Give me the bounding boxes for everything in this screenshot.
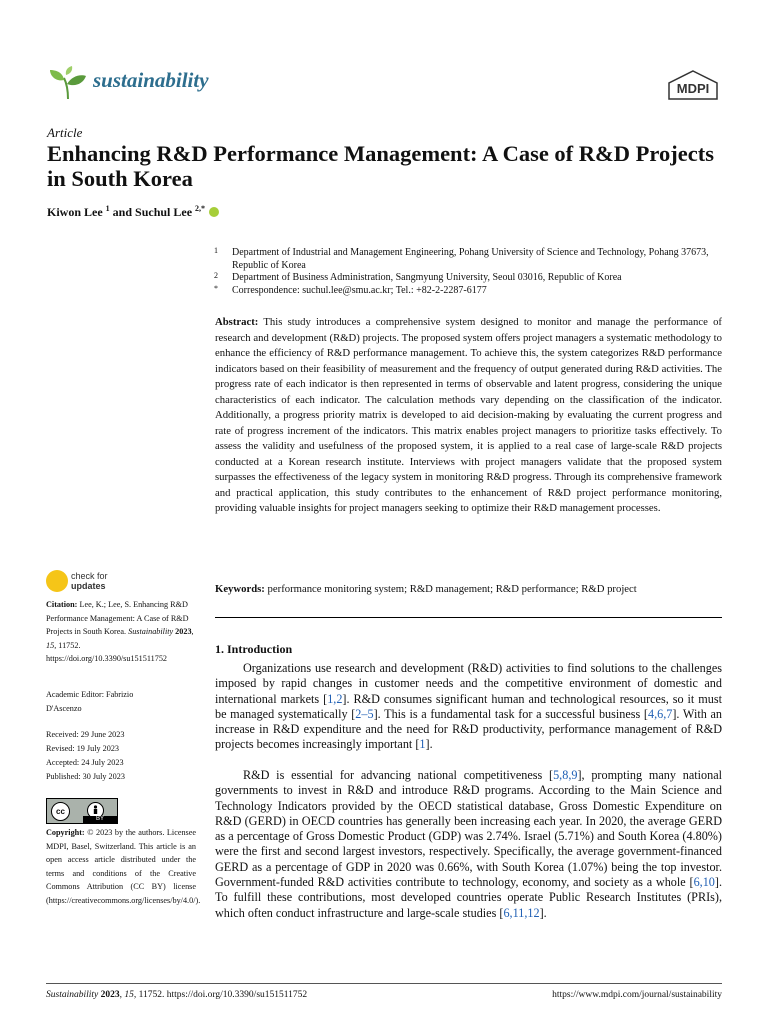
- keywords-label: Keywords:: [215, 583, 265, 595]
- mdpi-logo[interactable]: [667, 70, 719, 100]
- affiliation-mark: *: [214, 284, 218, 293]
- footer-divider: [46, 983, 722, 984]
- check-for-updates-icon: [46, 570, 68, 592]
- section-heading: 1. Introduction: [215, 642, 293, 656]
- affiliation-1: [214, 247, 724, 272]
- copyright-label: Copyright:: [46, 828, 85, 837]
- footer-volume: 15: [124, 990, 134, 1000]
- paragraph-text: ], prompting many national governments to invest in R&D and introduce R&D programs. According to the Main Science and Technology Indicators provided by the OECD statistical database, Gross Domestic Expenditure on R&D (GERD) in OECD countries has generally been increasing each year. In 2020, the average GERD as a percentage of Gross Domestic Product (GDP) was 2.74%. Israel (5.71%) and South Korea (4.80%) were the first and second largest investors, respectively. Specifically, the average government-financed GERD as a percentage of GDP in 2020 was 0.66%, with South Korea (1.07%) being the top investor. Government-funded R&D activities contribute to technology, economy, and society as a whole [: [215, 768, 722, 890]
- citation-year: 2023: [175, 627, 192, 636]
- keywords-text: performance monitoring system; R&D management; R&D performance; R&D project: [267, 583, 637, 595]
- paper-title: Enhancing R&D Performance Management: A Case of R&D Projects in South Korea: [47, 141, 714, 191]
- paragraph-1: [215, 661, 722, 753]
- citation-text: Lee, K.; Lee, S. Enhancing R&D Performance Management: A Case of R&D Projects in South Korea.: [46, 600, 189, 636]
- abstract-label: Abstract:: [215, 316, 259, 328]
- check-for-updates-line1: check for: [71, 571, 108, 581]
- citation-doi[interactable]: , 11752. https://doi.org/10.3390/su151511752: [46, 640, 168, 663]
- footer-year: 2023: [100, 990, 120, 1000]
- footer-doi[interactable]: , 11752. https://doi.org/10.3390/su151511752: [133, 990, 308, 1000]
- accepted-date: Accepted: 24 July 2023: [46, 758, 124, 767]
- affiliation-mark: 1: [105, 204, 110, 213]
- paragraph-text: R&D is essential for advancing national competitiveness [: [243, 768, 554, 782]
- citation-link[interactable]: 4,6,7: [648, 706, 673, 721]
- check-for-updates-button[interactable]: [46, 570, 166, 594]
- footer-citation: Sustainability 2023, 15, 11752. https://doi.org/10.3390/su151511752: [46, 990, 308, 1000]
- citation-label: Citation:: [46, 600, 78, 609]
- mdpi-logo-text: MDPI: [676, 81, 710, 96]
- footer-journal-url[interactable]: https://www.mdpi.com/journal/sustainability: [552, 990, 722, 1000]
- citation-link[interactable]: 6,10: [693, 875, 715, 890]
- citation-link[interactable]: 1: [419, 737, 426, 752]
- published-date: Published: 30 July 2023: [46, 772, 125, 781]
- paragraph-text: ].: [425, 737, 433, 752]
- citation-link[interactable]: 1,2: [327, 691, 343, 706]
- paragraph-text: ]. This is a fundamental task for a successful business [: [373, 706, 648, 721]
- affiliation-mark: 1: [214, 246, 218, 255]
- revised-date: Revised: 19 July 2023: [46, 744, 120, 753]
- abstract-text: This study introduces a comprehensive system designed to monitor and manage the performance of research and development (R&D) projects. The proposed system offers project managers a systematic methodology to enhance the efficiency of R&D performance management. To achieve this, the system categorizes R&D performance indicators based on their feasibility of measurement and the frequency of output generated during R&D activities. The progress rate of each indicator is then represented in terms of observable and latent progress, considering the unique characteristics of each indicator. The calculation methods vary depending on the classification of the indicator. Additionally, a progress priority matrix is developed to aid decision-making by evaluating the current progress and rate of progress increment of the indicators. This matrix enables project managers to prioritize tasks effectively. To assess the validity and usefulness of the proposed system, it is applied to a real case of large-scale R&D projects conducted at a Korean research institute. Interviews with project managers validate that the proposed system surpasses the effectiveness of the legacy system in monitoring R&D progress. Through its comprehensive framework and practical application, this study contributes to the enhancement of R&D project performance monitoring, providing valuable insights for project managers seeking to optimize their R&D management processes.: [215, 316, 722, 514]
- citation-link[interactable]: 6,11,12: [503, 905, 540, 920]
- affiliation-text: Department of Business Administration, Sangmyung University, Seoul 03016, Republic of Korea: [232, 272, 622, 283]
- sustainability-logo-icon: [48, 66, 88, 100]
- author-list: [47, 204, 219, 220]
- abstract: [215, 315, 722, 517]
- received-date: Received: 29 June 2023: [46, 730, 125, 739]
- paragraph-text: ].: [539, 905, 547, 920]
- affiliation-2: [214, 272, 724, 285]
- author-conjunction: and: [112, 205, 133, 219]
- academic-editor: Academic Editor: Fabrizio D'Ascenzo: [46, 690, 134, 713]
- creative-commons-icon: cc: [51, 802, 70, 821]
- paragraph-text: Organizations use research and development (R&D) activities to find solutions to the challenges imposed by rapid changes in customer needs and the competitive environment of domestic and international markets [: [215, 661, 722, 706]
- correspondence: [214, 285, 724, 298]
- citation-link[interactable]: 2–5: [355, 706, 374, 721]
- copyright-text: © 2023 by the authors. Licensee MDPI, Basel, Switzerland. This article is an open access article distributed under the terms and conditions of the Creative Commons Attribution (CC BY) license (https://creativecommons.org/licenses/by/4.0/).: [46, 828, 201, 905]
- copyright-notice: [46, 826, 201, 907]
- affiliation-text: Department of Industrial and Management Engineering, Pohang University of Science and Technology, Pohang 37673, Republic of Korea: [232, 247, 709, 271]
- author-name[interactable]: Suchul Lee: [135, 205, 193, 219]
- paragraph-text: ]. To fulfill these contributions, most developed countries operate Public Research Institutes (PRIs), which often conduct infrastructure and large-scale studies [: [215, 875, 722, 920]
- journal-name[interactable]: sustainability: [93, 68, 209, 92]
- paragraph-2: [215, 768, 722, 921]
- affiliation-mark: 2: [214, 271, 218, 280]
- author-name[interactable]: Kiwon Lee: [47, 205, 103, 219]
- check-for-updates-label: [71, 571, 108, 591]
- article-type: Article: [47, 125, 83, 140]
- affiliation-mark: 2,*: [195, 204, 206, 213]
- check-for-updates-line2: updates: [71, 581, 106, 591]
- correspondence-text: Correspondence: suchul.lee@smu.ac.kr; Tel.: +82-2-2287-6177: [232, 285, 487, 296]
- footer-journal: Sustainability: [46, 990, 99, 1000]
- cc-by-label: BY: [83, 816, 117, 823]
- orcid-icon[interactable]: [209, 207, 219, 217]
- citation-journal: Sustainability: [128, 627, 174, 636]
- citation-link[interactable]: 5,8,9: [553, 768, 578, 782]
- citation: Citation: Lee, K.; Lee, S. Enhancing R&D Performance Management: A Case of R&D Projects in South Korea. Sustainability 2023, 15, 11752. https://doi.org/10.3390/su151511752: [46, 600, 194, 663]
- citation-volume: 15: [46, 640, 55, 650]
- divider: [215, 617, 722, 618]
- keywords: [215, 582, 722, 597]
- paragraph-text: ]. With an increase in R&D expenditure and the need for R&D productivity, performance management of R&D projects becomes increasingly important [: [215, 706, 722, 752]
- cc-by-license-badge[interactable]: [46, 798, 118, 824]
- paragraph-text: ]. R&D consumes significant human and technological resources, so it must be managed systematically [: [215, 691, 722, 721]
